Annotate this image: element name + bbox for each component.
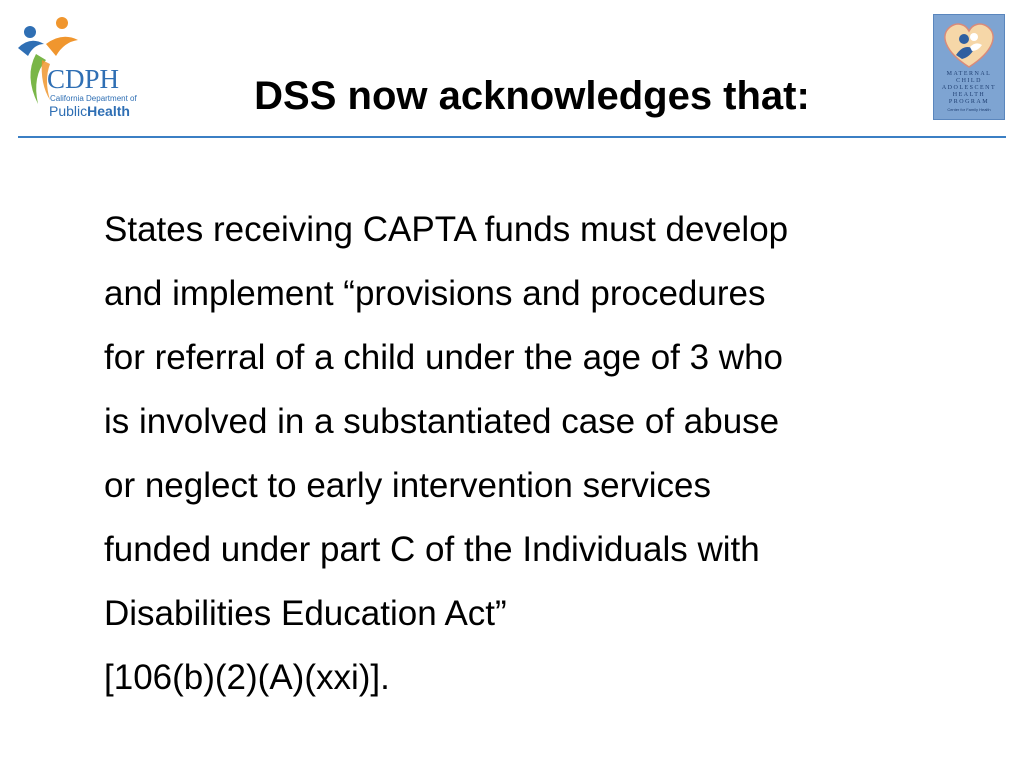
mcah-subtitle: Center for Family Health: [947, 107, 991, 112]
title-divider: [18, 136, 1006, 138]
body-line: funded under part C of the Individuals with: [104, 530, 760, 569]
body-line: [106(b)(2)(A)(xxi)].: [104, 658, 390, 697]
body-line: States receiving CAPTA funds must develop: [104, 210, 789, 249]
mcah-line: CHILD: [956, 78, 982, 84]
mcah-logo: [933, 14, 1005, 120]
heart-family-icon: [934, 15, 1004, 71]
cdph-department-text: California Department of: [50, 94, 137, 103]
body-line: Disabilities Education Act”: [104, 594, 507, 633]
mcah-line: HEALTH: [952, 92, 986, 98]
mcah-line: PROGRAM: [948, 99, 990, 105]
mcah-line: MATERNAL: [946, 71, 992, 77]
slide-title: DSS now acknowledges that:: [254, 74, 810, 118]
body-line: for referral of a child under the age of 3 who: [104, 338, 784, 377]
cdph-public-text: Public: [49, 103, 88, 119]
slide-body: [104, 198, 964, 710]
mcah-line: ADOLESCENT: [941, 85, 997, 91]
mcah-program-text: [934, 71, 1004, 106]
body-line: is involved in a substantiated case of abuse: [104, 402, 780, 441]
cdph-brand-text: CDPH: [47, 64, 120, 94]
cdph-health-text: Health: [87, 103, 130, 119]
body-line: and implement “provisions and procedures: [104, 274, 766, 313]
body-line: or neglect to early intervention services: [104, 466, 711, 505]
